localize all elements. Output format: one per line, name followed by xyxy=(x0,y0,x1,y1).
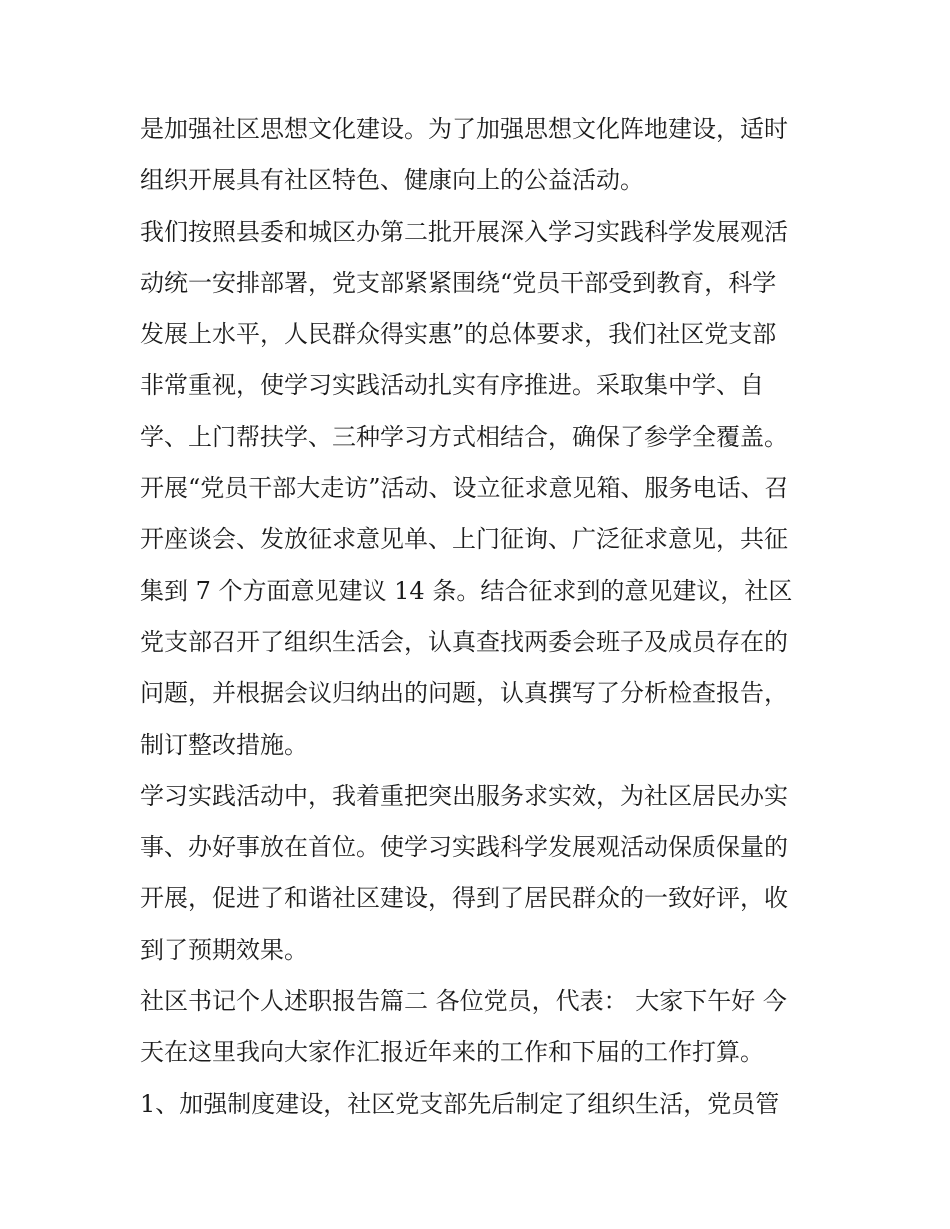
text-line: 社区书记个人述职报告篇二 各位党员，代表： 大家下午好 今 xyxy=(140,987,787,1016)
text-line: 到了预期效果。 xyxy=(140,935,308,964)
text-line: 是加强社区思想文化建设。为了加强思想文化阵地建设，适时 xyxy=(140,115,788,143)
text-line: 1、加强制度建设，社区党支部先后制定了组织生活，党员管 xyxy=(140,1089,780,1118)
text-line: 组织开展具有社区特色、健康向上的公益活动。 xyxy=(140,166,644,195)
text-line: 学习实践活动中，我着重把突出服务求实效，为社区居民办实 xyxy=(140,781,788,810)
text-line: 问题，并根据会议归纳出的问题，认真撰写了分析检查报告， xyxy=(140,679,788,708)
text-line: 制订整改措施。 xyxy=(140,730,308,759)
text-line: 集到 7 个方面意见建议 14 条。结合征求到的意见建议，社区 xyxy=(140,576,793,605)
text-line: 我们按照县委和城区办第二批开展深入学习实践科学发展观活 xyxy=(140,217,788,246)
text-line: 开展，促进了和谐社区建设，得到了居民群众的一致好评，收 xyxy=(140,884,788,913)
text-line: 非常重视，使学习实践活动扎实有序推进。采取集中学、自 xyxy=(140,371,764,400)
text-line: 天在这里我向大家作汇报近年来的工作和下届的工作打算。 xyxy=(140,1038,764,1067)
text-line: 学、上门帮扶学、三种学习方式相结合，确保了参学全覆盖。 xyxy=(140,422,788,451)
text-line: 动统一安排部署，党支部紧紧围绕“党员干部受到教育，科学 xyxy=(140,268,777,297)
text-line: 开展“党员干部大走访”活动、设立征求意见箱、服务电话、召 xyxy=(140,474,789,503)
text-line: 党支部召开了组织生活会，认真查找两委会班子及成员存在的 xyxy=(140,627,788,656)
text-line: 事、办好事放在首位。使学习实践科学发展观活动保质保量的 xyxy=(140,833,788,862)
text-line: 发展上水平，人民群众得实惠”的总体要求，我们社区党支部 xyxy=(140,320,777,349)
document-body xyxy=(140,104,820,1130)
text-line: 开座谈会、发放征求意见单、上门征询、广泛征求意见，共征 xyxy=(140,525,788,554)
